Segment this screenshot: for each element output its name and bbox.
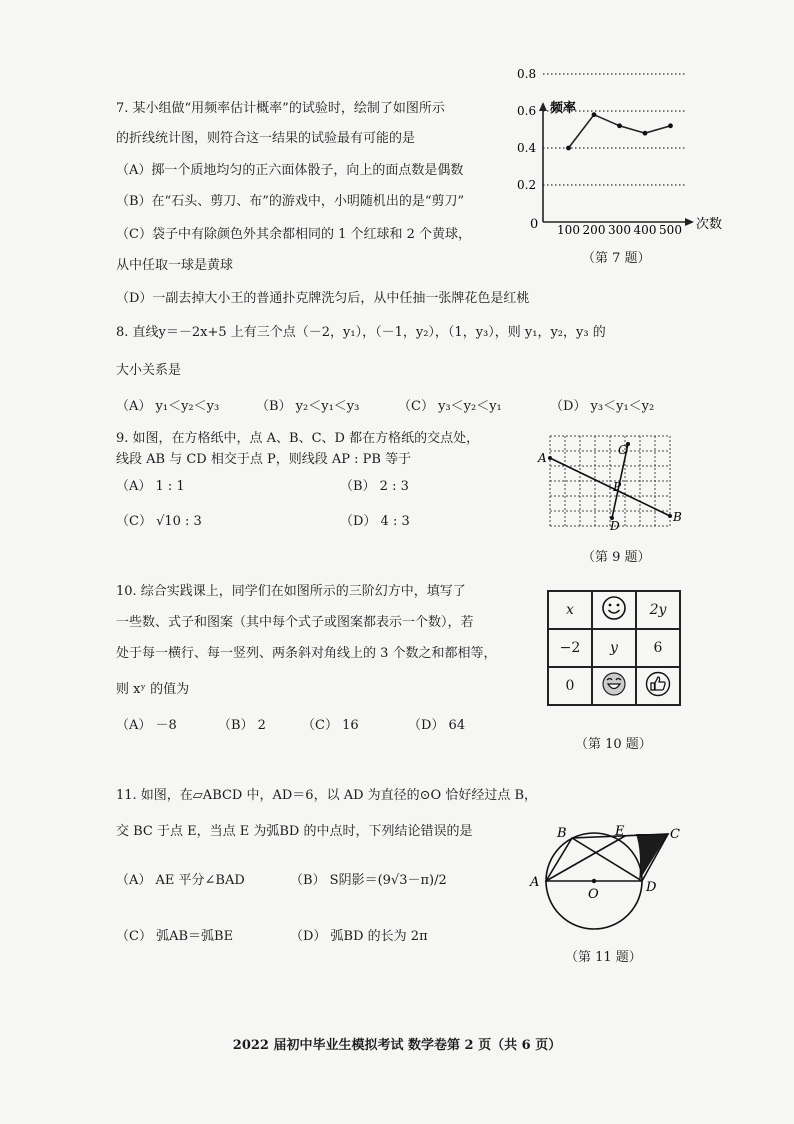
cell-r3c3 [636, 667, 680, 705]
y-tick-label: 0.2 [517, 178, 537, 192]
thumbs-up-icon [645, 671, 671, 697]
q10-stem-line4: 则 xʸ 的值为 [116, 682, 190, 697]
q9-stem-line1: 9. 如图，在方格纸中，点 A、B、C、D 都在方格纸的交点处， [116, 431, 480, 446]
q8-option-a: （A） y₁＜y₂＜y₃ [116, 399, 220, 414]
label-c: C [618, 443, 628, 457]
q11-stem-line1: 11. 如图，在▱ABCD 中，AD＝6，以 AD 为直径的⊙O 恰好经过点 B， [116, 788, 538, 803]
q7-stem-line1: 7. 某小组做“用频率估计概率”的试验时，绘制了如图所示 [116, 101, 445, 116]
q7-option-c-line1: （C）袋子中有除颜色外其余都相同的 1 个红球和 2 个黄球， [116, 227, 472, 242]
q7-line-chart [510, 67, 730, 242]
q11-option-a: （A） AE 平分∠BAD [116, 873, 245, 888]
x-tick-label: 500 [659, 223, 682, 237]
q11-option-d: （D） 弧BD 的长为 2π [290, 929, 428, 944]
cell-r2c2: y [592, 629, 636, 667]
q8-option-c: （C） y₃＜y₂＜y₁ [398, 399, 502, 414]
q10-caption: （第 10 题） [575, 737, 652, 752]
cell-r3c1: 0 [548, 667, 592, 705]
origin-label: 0 [530, 217, 539, 232]
q10-option-c: （C） 16 [302, 718, 359, 733]
label-o: O [588, 887, 599, 902]
q10-option-a: （A） －8 [116, 718, 177, 733]
q9-option-a: （A） 1 : 1 [116, 479, 185, 494]
cell-r1c2 [592, 591, 636, 629]
q10-option-b: （B） 2 [218, 718, 266, 733]
q10-stem-line2: 一些数、式子和图案（其中每个式子或图案都表示一个数），若 [116, 615, 474, 630]
q9-option-c: （C） √10 : 3 [116, 514, 202, 529]
x-tick-label: 200 [582, 223, 606, 237]
q7-option-d: （D）一副去掉大小王的普通扑克牌洗匀后，从中任抽一张牌花色是红桃 [116, 291, 530, 306]
data-point [592, 112, 597, 117]
segment-ae [546, 836, 625, 881]
q7-option-c-line2: 从中任取一球是黄球 [116, 258, 234, 273]
data-point [617, 123, 622, 128]
q7-caption: （第 7 题） [582, 251, 651, 266]
q10-option-d: （D） 64 [408, 718, 466, 733]
label-e: E [615, 824, 625, 839]
series-line [569, 115, 671, 148]
q8-option-b: （B） y₂＜y₁＜y₃ [256, 399, 360, 414]
cell-r2c1: −2 [548, 629, 592, 667]
cell-r1c3: 2y [636, 591, 680, 629]
q9-option-d: （D） 4 : 3 [340, 514, 410, 529]
q7-option-a: （A）掷一个质地均匀的正六面体骰子，向上的面点数是偶数 [116, 163, 464, 178]
q7-stem-line2: 的折线统计图，则符合这一结果的试验最有可能的是 [116, 131, 416, 146]
cell-r3c2 [592, 667, 636, 705]
data-point [566, 146, 571, 151]
label-a: A [530, 875, 540, 890]
q9-stem-line2: 线段 AB 与 CD 相交于点 P，则线段 AP : PB 等于 [116, 452, 412, 467]
label-d: D [610, 519, 620, 533]
label-d: D [646, 880, 657, 895]
y-axis-label: 频率 [550, 101, 577, 116]
y-tick-label: 0.6 [517, 104, 537, 118]
q10-stem-line1: 10. 综合实践课上，同学们在如图所示的三阶幻方中，填写了 [116, 584, 466, 599]
q8-stem-line2: 大小关系是 [116, 363, 182, 378]
magic-square [547, 590, 681, 706]
q8-stem-line1: 8. 直线y＝－2x+5 上有三个点（－2，y₁），（－1，y₂），（1，y₃），则 y₁，y₂，y₃ 的 [116, 325, 606, 340]
q10-stem-line3: 处于每一横行、每一竖列、两条斜对角线上的 3 个数之和都相等， [116, 646, 497, 661]
x-axis-arrow [685, 218, 694, 226]
q9-option-b: （B） 2 : 3 [340, 479, 409, 494]
q7-option-b: （B）在“石头、剪刀、布”的游戏中，小明随机出的是“剪刀” [116, 194, 465, 209]
label-c: C [670, 827, 680, 842]
label-a: A [538, 451, 547, 465]
q11-stem-line2: 交 BC 于点 E，当点 E 为弧BD 的中点时，下列结论错误的是 [116, 824, 473, 839]
y-tick-label: 0.8 [517, 67, 537, 81]
x-tick-label: 100 [557, 223, 580, 237]
y-tick-label: 0.4 [517, 141, 537, 155]
q8-option-d: （D） y₃＜y₁＜y₂ [550, 399, 655, 414]
data-point [668, 123, 673, 128]
q9-grid-figure [536, 428, 686, 542]
q11-option-c: （C） 弧AB＝弧BE [116, 929, 234, 944]
q11-option-b: （B） S阴影＝(9√3－π)/2 [290, 873, 447, 888]
cell-r2c3: 6 [636, 629, 680, 667]
cell-r1c1: x [548, 591, 592, 629]
page-footer: 2022 届初中毕业生模拟考试 数学卷第 2 页（共 6 页） [232, 1038, 562, 1053]
laughing-face-icon [601, 671, 627, 697]
label-b: B [557, 826, 567, 841]
data-point [643, 131, 648, 136]
y-axis-arrow [539, 102, 547, 111]
x-tick-label: 400 [633, 223, 657, 237]
x-tick-label: 300 [608, 223, 631, 237]
q11-caption: （第 11 题） [565, 950, 642, 965]
label-p: P [613, 480, 622, 494]
q11-circle-figure [522, 822, 692, 946]
x-axis-label: 次数 [696, 217, 723, 232]
segment-ab [550, 458, 670, 516]
smiley-face-icon [601, 595, 627, 621]
label-b: B [673, 510, 682, 524]
q9-caption: （第 9 题） [582, 550, 651, 565]
